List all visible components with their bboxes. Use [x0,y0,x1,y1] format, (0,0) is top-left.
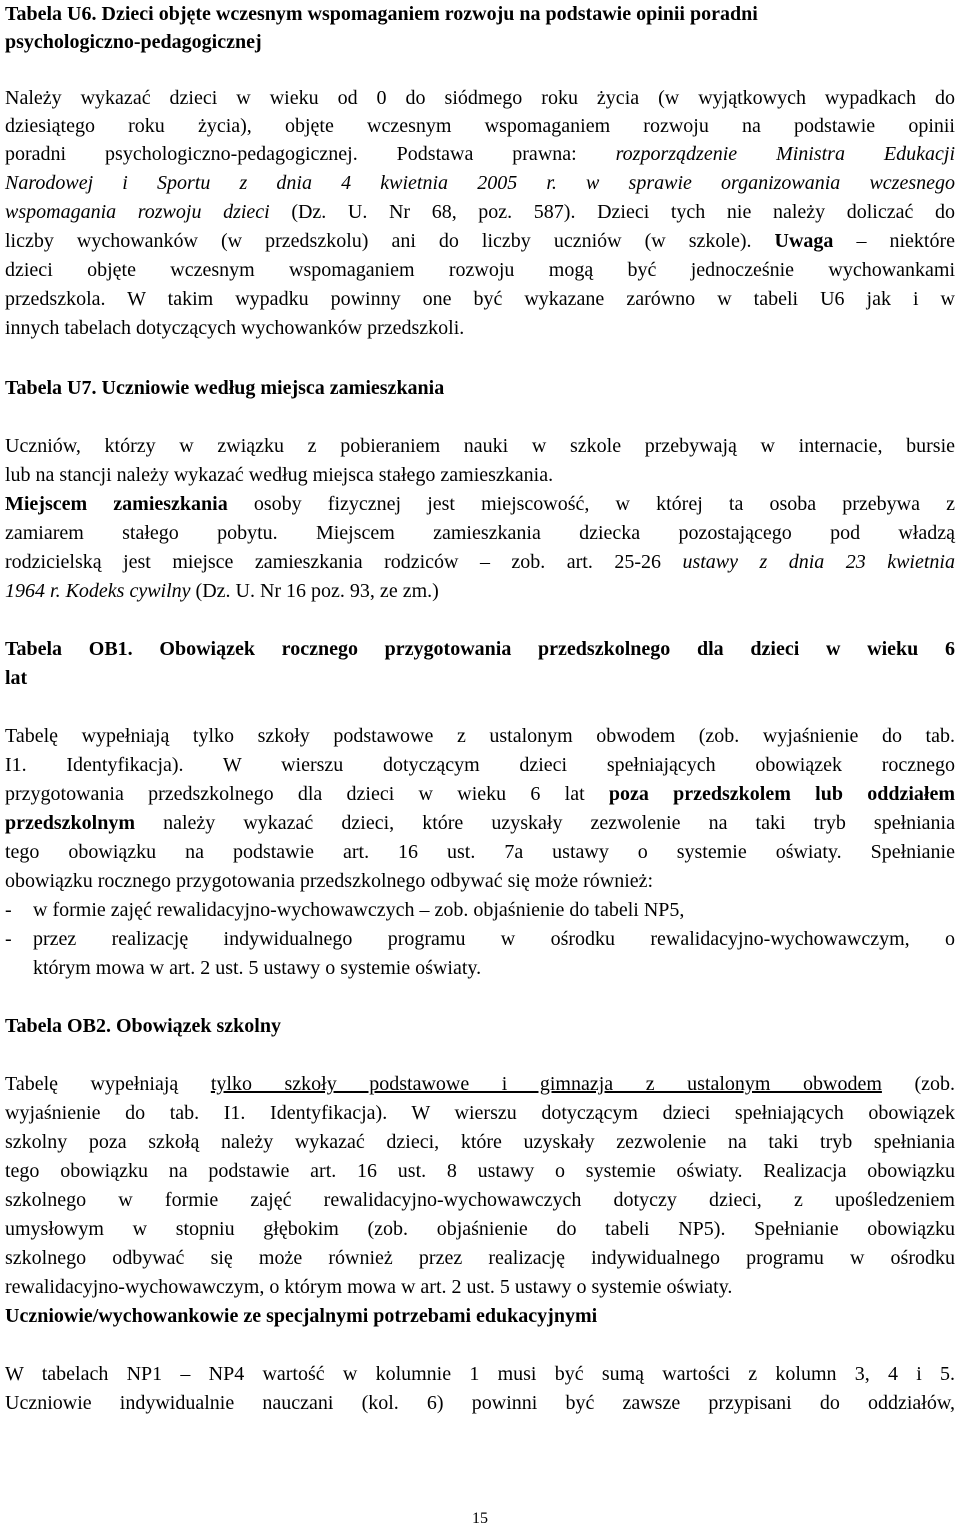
paragraph-line [5,142,955,166]
paragraph-line: rewalidacyjno-wychowawczym, o którym mowa w art. 2 ust. 5 ustawy o systemie oświaty. [5,1276,733,1298]
paragraph-line [5,492,955,516]
legal-act-title: 1964 r. Kodeks cywilny [5,580,191,602]
text-run: osoby fizycznej jest miejscowość, w której ta osoba przebywa z [227,493,955,515]
paragraph-line: Tabelę wypełniają tylko szkoły podstawowe z ustalonym obwodem (zob. wyjaśnienie do tab. [5,725,955,747]
heading-ob2: Tabela OB2. Obowiązek szkolny [5,1015,281,1037]
text-run: (zob. [881,1073,955,1095]
paragraph-line: tego obowiązku na podstawie art. 16 ust. 8 ustawy o systemie oświaty. Realizacja obowiązku [5,1160,955,1182]
heading-u6 [5,2,955,26]
paragraph-line: tego obowiązku na podstawie art. 16 ust. 7a ustawy o systemie oświaty. Spełnianie [5,841,955,863]
list-item-text: w formie zajęć rewalidacyjno-wychowawczych – zob. objaśnienie do tabeli NP5, [33,899,685,921]
paragraph-line: zamiarem stałego pobytu. Miejscem zamieszkania dziecka pozostającego pod władzą [5,522,955,544]
text-run: należy wykazać dzieci, które uzyskały zezwolenie na taki tryb spełniania [135,812,955,834]
list-item-text: przez realizację indywidualnego programu w ośrodku rewalidacyjno-wychowawczym, o [33,928,955,950]
heading-u7 [5,376,955,400]
paragraph-line [5,579,955,603]
term-bold: poza przedszkolem lub oddziałem [608,783,955,805]
legal-act-title: Narodowej i Sportu z dnia 4 kwietnia 2005 r. w sprawie organizowania wczesnego [5,172,955,194]
paragraph-line [5,200,955,224]
paragraph-line [5,229,955,253]
heading-u6-prefix: Tabela U6. [5,3,97,25]
list-item-text: którym mowa w art. 2 ust. 5 ustawy o systemie oświaty. [33,957,482,979]
paragraph-line [5,1072,955,1096]
page-number: 15 [472,1510,488,1527]
heading-ob1-cont: lat [5,667,28,689]
text-run: (Dz. U. Nr 68, poz. 587). Dzieci tych nie należy doliczać do [269,201,955,223]
text-run: rodzicielską jest miejsce zamieszkania rodziców – zob. art. 25-26 [5,551,683,573]
heading-sen: Uczniowie/wychowankowie ze specjalnymi potrzebami edukacyjnymi [5,1305,598,1327]
legal-act-title: rozporządzenie Ministra Edukacji [615,143,955,165]
paragraph-line: szkolny poza szkołą należy wykazać dzieci, które uzyskały zezwolenie na taki tryb spełniania [5,1131,955,1153]
paragraph-line: I1. Identyfikacja). W wierszu dotyczącym dzieci spełniających obowiązek rocznego [5,754,955,776]
paragraph-line: szkolnego odbywać się może również przez realizację indywidualnego programu w ośrodku [5,1247,955,1269]
heading-ob1: Tabela OB1. Obowiązek rocznego przygotowania przedszkolnego dla dzieci w wieku 6 [5,638,955,660]
bullet-dash: - [5,928,12,950]
paragraph-line: W tabelach NP1 – NP4 wartość w kolumnie 1 musi być sumą wartości z kolumn 3, 4 i 5. [5,1363,955,1385]
paragraph-line [5,782,955,806]
underlined-text: tylko szkoły podstawowe i gimnazja z ustalonym obwodem [210,1073,882,1095]
heading-u7-title: Uczniowie według miejsca zamieszkania [96,377,445,399]
paragraph-line: lub na stancji należy wykazać według miejsca stałego zamieszkania. [5,464,554,486]
paragraph-line [5,550,955,574]
paragraph-line: Należy wykazać dzieci w wieku od 0 do siódmego roku życia (w wyjątkowych wypadkach do [5,87,955,109]
text-run: – niektóre [833,230,956,252]
heading-u6-title: Dzieci objęte wczesnym wspomaganiem rozwoju na podstawie opinii poradni [96,3,758,25]
heading-u7-prefix: Tabela U7. [5,377,97,399]
paragraph-line: dziesiątego roku życia), objęte wczesnym wspomaganiem rozwoju na podstawie opinii [5,115,955,137]
paragraph-line: Uczniów, którzy w związku z pobieraniem nauki w szkole przebywają w internacie, bursie [5,435,955,457]
paragraph-line [5,811,955,835]
paragraph-line: obowiązku rocznego przygotowania przedszkolnego odbywać się może również: [5,870,654,892]
paragraph-line: umysłowym w stopniu głębokim (zob. objaśnienie do tabeli NP5). Spełnianie obowiązku [5,1218,955,1240]
text-run: liczby wychowanków (w przedszkolu) ani do liczby uczniów (w szkole). [5,230,752,252]
paragraph-line: wyjaśnienie do tab. I1. Identyfikacja). W wierszu dotyczącym dzieci spełniających obowiązek [5,1102,955,1124]
text-run: (Dz. U. Nr 16 poz. 93, ze zm.) [190,580,439,602]
text-run: poradni psychologiczno-pedagogicznej. Podstawa prawna: [5,143,616,165]
term-bold: Miejscem zamieszkania [5,493,228,515]
heading-u6-cont: psychologiczno-pedagogicznej [5,31,262,53]
term-bold: przedszkolnym [5,812,135,834]
text-run: przygotowania przedszkolnego dla dzieci w wieku 6 lat [5,783,609,805]
paragraph-line: szkolnego w formie zajęć rewalidacyjno-wychowawczych dotyczy dzieci, z upośledzeniem [5,1189,955,1211]
paragraph-line: przedszkola. W takim wypadku powinny one być wykazane zarówno w tabeli U6 jak i w [5,288,955,310]
legal-act-title: ustawy z dnia 23 kwietnia [682,551,955,573]
paragraph-line: innych tabelach dotyczących wychowanków przedszkoli. [5,317,465,339]
paragraph-line: Uczniowie indywidualnie nauczani (kol. 6) powinni być zawsze przypisani do oddziałów, [5,1392,955,1414]
text-run: Tabelę wypełniają [5,1073,211,1095]
bullet-dash: - [5,899,12,921]
paragraph-line: dzieci objęte wczesnym wspomaganiem rozwoju mogą być jednocześnie wychowankami [5,259,955,281]
note-label: Uwaga [774,230,834,252]
legal-act-title: wspomagania rozwoju dzieci [5,201,270,223]
